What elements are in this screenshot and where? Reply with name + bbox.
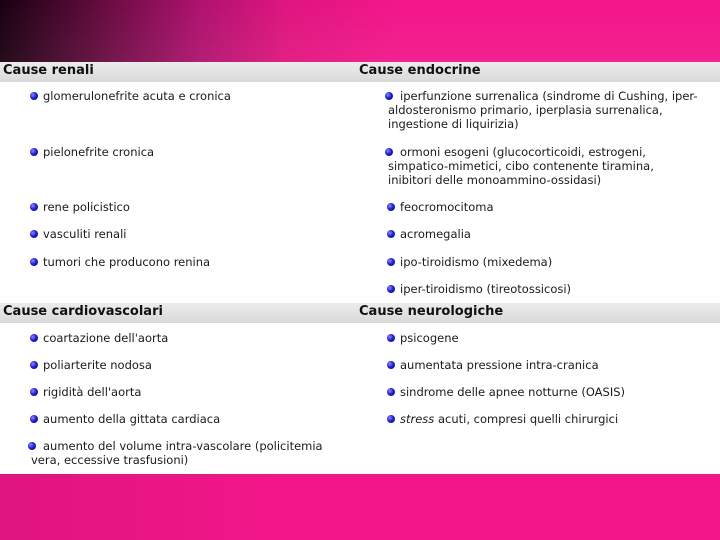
list-item: vasculiti renali [43, 227, 343, 241]
list-item: iper-tiroidismo (tireotossicosi) [400, 282, 700, 296]
list-item: glomerulonefrite acuta e cronica [43, 89, 343, 103]
list-item: tumori che producono renina [43, 255, 343, 269]
list-item: pielonefrite cronica [43, 145, 343, 159]
list-item: aumento del volume intra-vascolare (policitemia vera, eccessive trasfusioni) [31, 439, 351, 467]
bullet-icon [387, 334, 395, 342]
bottom-decorative-band [0, 474, 720, 540]
bullet-icon [387, 230, 395, 238]
bullet-icon [30, 92, 38, 100]
list-item: poliarterite nodosa [43, 358, 343, 372]
bullet-icon [387, 415, 395, 423]
bullet-icon [30, 258, 38, 266]
bullet-icon [30, 334, 38, 342]
bullet-icon [385, 92, 393, 100]
bullet-icon [387, 258, 395, 266]
list-item: coartazione dell'aorta [43, 331, 343, 345]
list-item: aumentata pressione intra-cranica [400, 358, 700, 372]
bullet-icon [387, 203, 395, 211]
list-item: acromegalia [400, 227, 700, 241]
section-header-top [0, 62, 720, 82]
list-item: feocromocitoma [400, 200, 700, 214]
stress-word: stress [400, 412, 435, 426]
bullet-icon [387, 285, 395, 293]
bullet-icon [30, 388, 38, 396]
heading-cardio: Cause cardiovascolari [3, 304, 163, 319]
heading-renal: Cause renali [3, 63, 94, 78]
bullet-icon [387, 388, 395, 396]
list-item: sindrome delle apnee notturne (OASIS) [400, 385, 700, 399]
list-item: psicogene [400, 331, 700, 345]
heading-neuro: Cause neurologiche [359, 304, 504, 319]
bullet-icon [30, 230, 38, 238]
bullet-icon [30, 148, 38, 156]
bullet-icon [30, 361, 38, 369]
bullet-icon [30, 203, 38, 211]
list-item: rene policistico [43, 200, 343, 214]
bullet-icon [28, 442, 36, 450]
list-item: ipo-tiroidismo (mixedema) [400, 255, 700, 269]
top-decorative-band [0, 0, 720, 62]
list-item: rigidità dell'aorta [43, 385, 343, 399]
slide-content [0, 62, 720, 474]
bullet-icon [30, 415, 38, 423]
section-header-bottom [0, 303, 720, 323]
heading-endocrine: Cause endocrine [359, 63, 481, 78]
list-item: iperfunzione surrenalica (sindrome di Cushing, iper-aldosteronismo primario, iperplasia surrenalica, ingestione di liquirizia) [388, 89, 698, 131]
bullet-icon [387, 361, 395, 369]
bullet-icon [385, 148, 393, 156]
list-item: aumento della gittata cardiaca [43, 412, 343, 426]
list-item: ormoni esogeni (glucocorticoidi, estrogeni, simpatico-mimetici, cibo contenente tiramina, inibitori delle monoammino-ossidasi) [388, 145, 698, 187]
list-item: stress acuti, compresi quelli chirurgici [400, 412, 700, 426]
